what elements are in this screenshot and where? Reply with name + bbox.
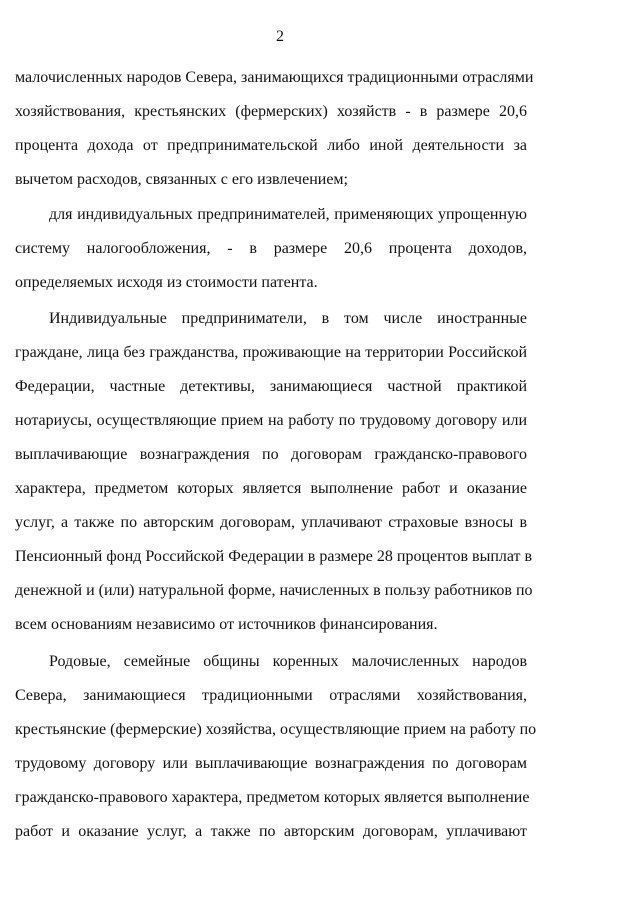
text-line: Пенсионный фонд Российской Федерации в размере 28 процентов выплат в <box>15 548 533 565</box>
text-line: вычетом расходов, связанных с его извлечением; <box>15 171 348 188</box>
paragraph-3 <box>15 309 533 649</box>
text-line: выплачивающие вознаграждения по договорам гражданско-правового <box>15 446 527 463</box>
paragraph-1 <box>15 68 534 204</box>
text-line: нотариусы, осуществляющие прием на работу по трудовому договору или <box>15 412 527 429</box>
text-line: определяемых исходя из стоимости патента. <box>15 274 318 291</box>
text-line: малочисленных народов Севера, занимающихся традиционными отраслями <box>15 69 534 86</box>
text-line: работ и оказание услуг, а также по авторским договорам, уплачивают <box>15 823 527 840</box>
text-line: процента дохода от предпринимательской либо иной деятельности за <box>15 137 527 154</box>
text-line: Родовые, семейные общины коренных малочисленных народов <box>49 653 527 670</box>
text-line: услуг, а также по авторским договорам, уплачивают страховые взносы в <box>15 514 527 531</box>
text-line: систему налогообложения, - в размере 20,6 процента доходов, <box>15 240 527 257</box>
text-line: для индивидуальных предпринимателей, применяющих упрощенную <box>49 206 527 223</box>
text-line: денежной и (или) натуральной форме, начисленных в пользу работников по <box>15 582 533 599</box>
text-line: характера, предметом которых является выполнение работ и оказание <box>15 480 527 497</box>
text-line: Индивидуальные предприниматели, в том числе иностранные <box>49 310 527 327</box>
text-line: крестьянские (фермерские) хозяйства, осуществляющие прием на работу по <box>15 721 537 738</box>
paragraph-4 <box>15 652 537 856</box>
text-line: гражданско-правового характера, предметом которых является выполнение <box>15 789 530 806</box>
text-line: Севера, занимающиеся традиционными отраслями хозяйствования, <box>15 687 527 704</box>
text-line: граждане, лица без гражданства, проживающие на территории Российской <box>15 344 527 361</box>
page-number: 2 <box>276 28 284 45</box>
text-line: трудовому договору или выплачивающие вознаграждения по договорам <box>15 755 527 772</box>
text-line: всем основаниям независимо от источников финансирования. <box>15 616 438 633</box>
text-line: Федерации, частные детективы, занимающиеся частной практикой <box>15 378 527 395</box>
text-line: хозяйствования, крестьянских (фермерских) хозяйств - в размере 20,6 <box>15 103 527 120</box>
paragraph-2 <box>15 205 527 307</box>
